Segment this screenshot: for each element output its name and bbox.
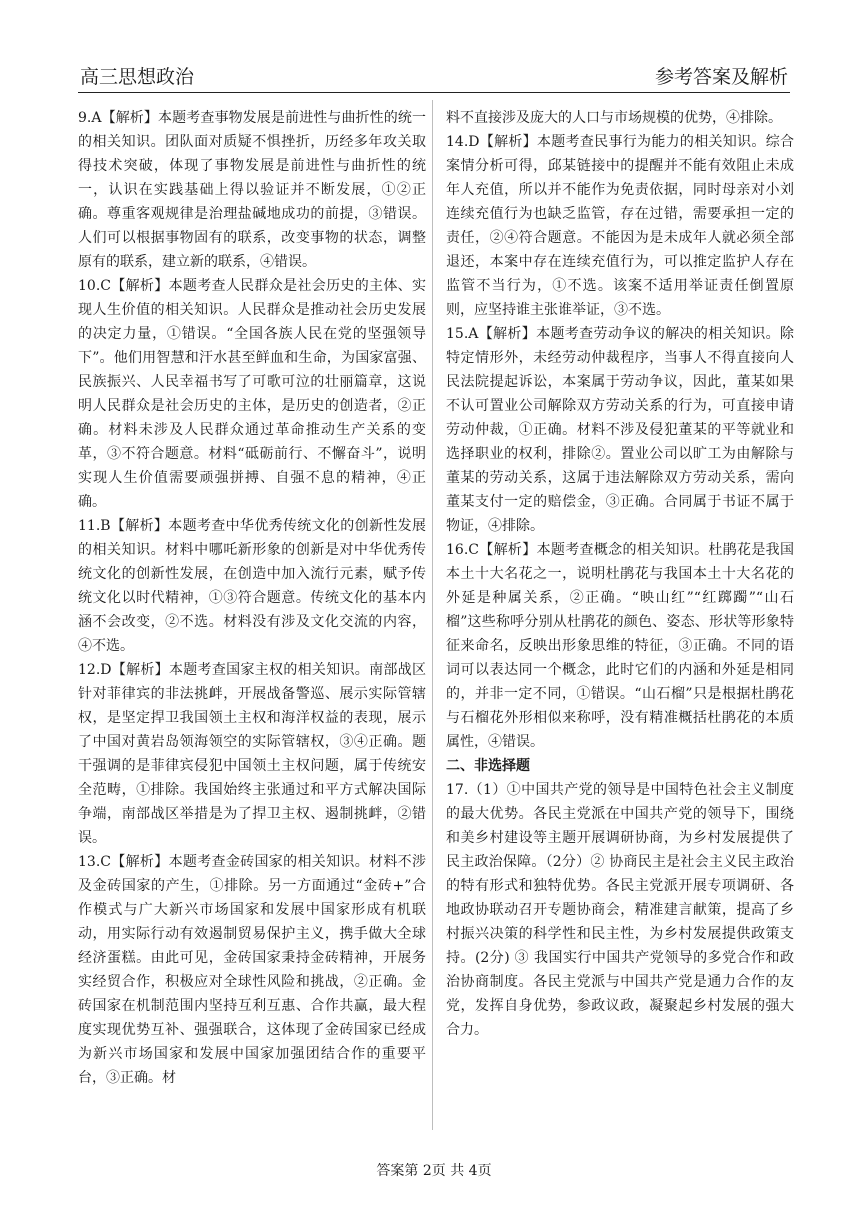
answer-12: 12.D【解析】本题考查国家主权的相关知识。南部战区针对菲律宾的非法挑衅，开展战备警巡、展示实际管辖权，是坚定捍卫我国领土主权和海洋权益的表现，展示了中国对黄岩岛领海领空的实际管辖权，③④正确。题干强调的是菲律宾侵犯中国领土主权问题，属于传统安全范畴，①排除。我国始终主张通过和平方式解决国际争端，南部战区举措是为了捍卫主权、遏制挑衅，②错误。 (78, 662, 426, 846)
answer-15: 15.A【解析】本题考查劳动争议的解决的相关知识。除特定情形外，未经劳动仲裁程序，当事人不得直接向人民法院提起诉讼，本案属于劳动争议，因此，董某如果不认可置业公司解除双方劳动关系的行为，可直接申请劳动仲裁，①正确。材料不涉及侵犯董某的平等就业和选择职业的权利，排除②。置业公司以旷工为由解除与董某的劳动关系，这属于违法解除双方劳动关系，需向董某支付一定的赔偿金，③正确。合同属于书证不属于物证，④排除。 (446, 326, 794, 534)
answer-11: 11.B【解析】本题考查中华优秀传统文化的创新性发展的相关知识。材料中哪吒新形象的创新是对中华优秀传统文化的创新性发展，在创造中加入流行元素，赋予传统文化以时代精神，①③符合题意。传统文化的基本内涵不会改变，②不选。材料没有涉及文化交流的内容，④不选。 (78, 518, 426, 654)
document-title: 参考答案及解析 (654, 66, 788, 88)
subject-title: 高三思想政治 (80, 66, 195, 88)
answer-10: 10.C【解析】本题考查人民群众是社会历史的主体、实现人生价值的相关知识。人民群众是推动社会历史发展的决定力量，①错误。“全国各族人民在党的坚强领导下”。他们用智慧和汗水甚至鲜血和生命，为国家富强、民族振兴、人民幸福书写了可歌可泣的壮丽篇章，这说明人民群众是社会历史的主体，是历史的创造者，②正确。材料未涉及人民群众通过革命推动生产关系的变革，③不符合题意。材料“砥砺前行、不懈奋斗”，说明实现人生价值需要顽强拼搏、自强不息的精神，④正确。 (78, 278, 426, 510)
page-header (78, 58, 790, 93)
answer-14: 14.D【解析】本题考查民事行为能力的相关知识。综合案情分析可得，邱某链接中的提醒并不能有效阻止未成年人充值，所以并不能作为免责依据，同时母亲对小刘连续充值行为也缺乏监管，存在过错，需要承担一定的责任，②④符合题意。不能因为是未成年人就必须全部退还，本案中存在连续充值行为，可以推定监护人存在监管不当行为，①不选。该案不适用举证责任倒置原则，应坚持谁主张谁举证，③不选。 (446, 134, 794, 318)
column-divider (432, 100, 433, 1130)
answer-16: 16.C【解析】本题考查概念的相关知识。杜鹃花是我国本土十大名花之一，说明杜鹃花与我国本土十大名花的外延是种属关系，②正确。“映山红”“红踯躅”“山石榴”这些称呼分别从杜鹃花的颜色、姿态、形状等形象特征来命名，反映出形象思维的特征，③正确。不同的语词可以表达同一个概念，此时它们的内涵和外延是相同的，并非一定不同，①错误。“山石榴”只是根据杜鹃花与石榴花外形相似来称呼，没有精准概括杜鹃花的本质属性，④错误。 (446, 542, 794, 750)
section-heading: 二、非选择题 (446, 758, 530, 774)
left-column (78, 106, 426, 1090)
answer-13-continued: 料不直接涉及庞大的人口与市场规模的优势，④排除。 (446, 110, 782, 126)
answer-17: 17.（1）①中国共产党的领导是中国特色社会主义制度的最大优势。各民主党派在中国共产党的领导下，围绕和美乡村建设等主题开展调研协商，为乡村发展提供了民主政治保障。（2分）② 协商民主是社会主义民主政治的特有形式和独特优势。各民主党派开展专项调研、各地政协联动召开专题协商会，精准建言献策，提高了乡村振兴决策的科学性和民主性，为乡村发展提供政策支持。(2分) ③ 我国实行中国共产党领导的多党合作和政治协商制度。各民主党派与中国共产党是通力合作的友党，发挥自身优势，参政议政，凝聚起乡村发展的强大合力。 (446, 782, 794, 1038)
page-footer: 答案第 2页 共 4页 (376, 1163, 492, 1179)
right-column (446, 106, 794, 1042)
answer-13: 13.C【解析】本题考查金砖国家的相关知识。材料不涉及金砖国家的产生，①排除。另一方面通过“金砖+”合作模式与广大新兴市场国家和发展中国家形成有机联动，用实际行动有效遏制贸易保护主义，携手做大全球经济蛋糕。由此可见，金砖国家秉持金砖精神，开展务实经贸合作，积极应对全球性风险和挑战，②正确。金砖国家在机制范围内坚持互利互惠、合作共赢，最大程度实现优势互补、强强联合，这体现了金砖国家已经成为新兴市场国家和发展中国家加强团结合作的重要平台，③正确。材 (78, 854, 426, 1086)
answer-9: 9.A【解析】本题考查事物发展是前进性与曲折性的统一的相关知识。团队面对质疑不惧挫折，历经多年攻关取得技术突破，体现了事物发展是前进性与曲折性的统一，认识在实践基础上得以验证并不断发展，①②正确。尊重客观规律是治理盐碱地成功的前提，③错误。人们可以根据事物固有的联系，改变事物的状态，调整原有的联系，建立新的联系，④错误。 (78, 110, 426, 270)
